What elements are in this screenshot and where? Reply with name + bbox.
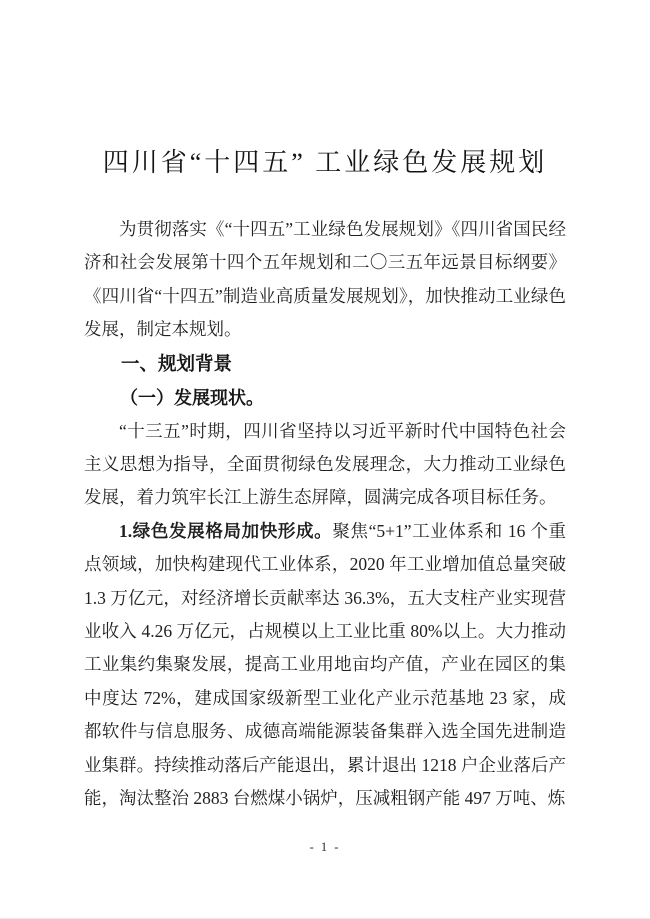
page-number: - 1 -: [309, 840, 341, 854]
section-heading-1: 一、规划背景: [121, 352, 233, 374]
intro-paragraph: 为贯彻落实《“十四五”工业绿色发展规划》《四川省国民经济和社会发展第十四个五年规划和二〇三五年远景目标纲要》《四川省“十四五”制造业高质量发展规划》，加快推动工业绿色发展，制定本规划。: [84, 219, 566, 340]
document-title: 四川省“十四五” 工业绿色发展规划: [102, 148, 548, 177]
paragraph-point-1: [84, 515, 566, 816]
point-1-lead: 1.绿色发展格局加快形成。: [119, 520, 333, 541]
document-body: [84, 213, 566, 816]
paragraph-development-status: “十三五”时期，四川省坚持以习近平新时代中国特色社会主义思想为指导，全面贯彻绿色发展理念，大力推动工业绿色发展，着力筑牢长江上游生态屏障，圆满完成各项目标任务。: [84, 420, 566, 508]
subsection-heading-1-1: （一）发展现状。: [120, 387, 264, 408]
point-1-text: 聚焦“5+1”工业体系和 16 个重点领域，加快构建现代工业体系，2020 年工业增加值总量突破 1.3 万亿元，对经济增长贡献率达 36.3%，五大支柱产业实现营业收入 4.26 万亿元，占规模以上工业比重 80%以上。大力推动工业集约集聚发展，提高工业用地亩均产值，产业在园区的集中度达 72%，建成国家级新型工业化产业示范基地 23 家，成都软件与信息服务、成德高端能源装备集群入选全国先进制造业集群。持续推动落后产能退出，累计退出 1218 户企业落后产能，淘汰整治 2883 台燃煤小锅炉，压减粗钢产能 497 万吨、炼: [84, 520, 567, 809]
